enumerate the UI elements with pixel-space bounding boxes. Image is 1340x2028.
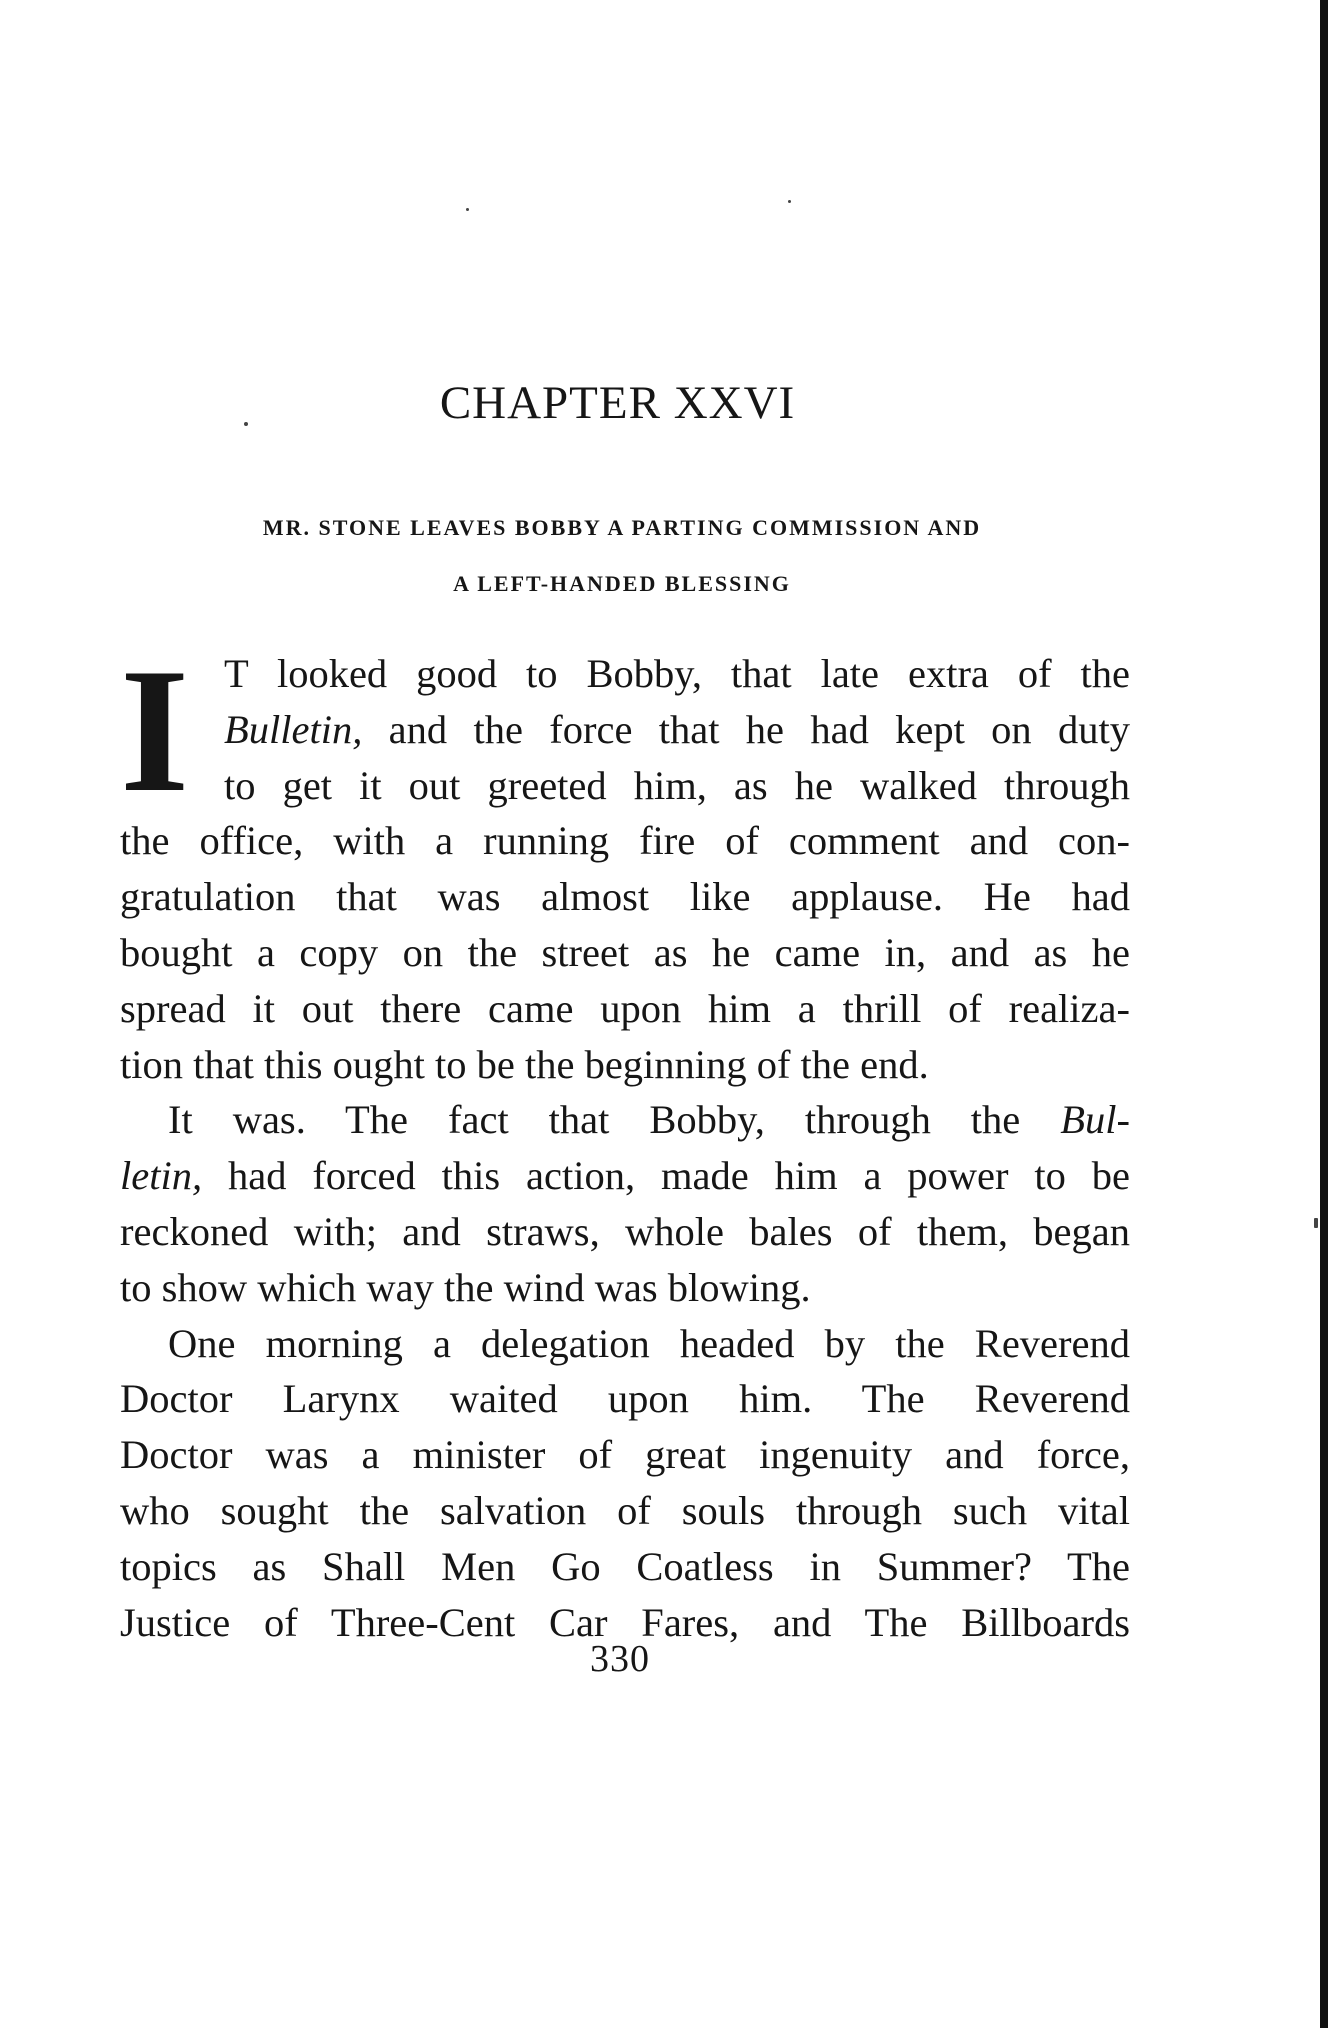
text-line — [120, 702, 1130, 758]
italic-title: Bulletin, — [224, 706, 363, 752]
chapter-title: CHAPTER XXVI — [439, 377, 796, 429]
italic-title: letin, — [120, 1153, 203, 1199]
text-line: to get it out greeted him, as he walked through — [224, 762, 1130, 808]
chapter-subtitle-line: A LEFT-HANDED BLESSING — [453, 571, 791, 596]
text-fragment: It was. The fact that Bobby, through the — [168, 1097, 1061, 1143]
italic-title: Bul- — [1060, 1097, 1130, 1143]
text-line: T looked good to Bobby, that late extra of the — [224, 651, 1130, 696]
text-line: topics as Shall Men Go Coatless in Summer? The — [120, 1543, 1130, 1589]
text-line: spread it out there came upon him a thrill of realiza- — [120, 985, 1130, 1031]
text-fragment: and the force that he had kept on duty — [362, 706, 1130, 752]
text-line — [120, 1148, 1130, 1204]
text-fragment: had forced this action, made him a power to be — [202, 1153, 1130, 1199]
paragraph — [120, 1316, 1130, 1651]
text-line: to show which way the wind was blowing. — [120, 1264, 811, 1310]
chapter-subtitle — [112, 500, 1132, 612]
paper-speck — [788, 200, 791, 203]
text-line: gratulation that was almost like applause. He had — [120, 874, 1130, 920]
text-line: reckoned with; and straws, whole bales of them, began — [120, 1208, 1130, 1254]
chapter-body — [120, 631, 1130, 1650]
text-line: who sought the salvation of souls through such vital — [120, 1487, 1130, 1533]
text-line: Doctor Larynx waited upon him. The Reverend — [120, 1376, 1130, 1422]
paragraph — [120, 631, 1130, 1092]
text-line: bought a copy on the street as he came in, and as he — [120, 929, 1130, 975]
text-line — [120, 1092, 1130, 1148]
text-line: Doctor was a minister of great ingenuity and force, — [120, 1432, 1130, 1478]
paper-speck — [466, 208, 469, 211]
text-line: tion that this ought to be the beginning of the end. — [120, 1041, 929, 1087]
page-edge — [1320, 0, 1328, 2028]
paragraph — [120, 1092, 1130, 1315]
page-number: 330 — [590, 1638, 650, 1680]
drop-cap: I — [120, 631, 190, 829]
text-line: One morning a delegation headed by the Reverend — [168, 1320, 1130, 1366]
text-line: the office, with a running fire of comment and con- — [120, 818, 1130, 864]
chapter-subtitle-line: MR. STONE LEAVES BOBBY A PARTING COMMISSION AND — [262, 515, 982, 540]
text-line: Justice of Three-Cent Car Fares, and The Billboards — [120, 1599, 1130, 1645]
paper-speck — [1314, 1218, 1318, 1228]
